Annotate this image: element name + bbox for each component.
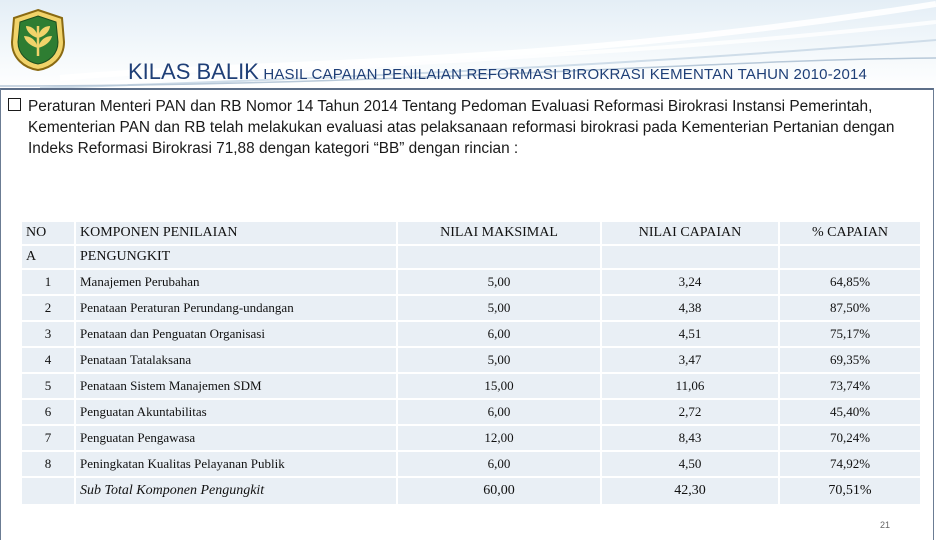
- row-no: 1: [22, 270, 74, 294]
- header-nilai-capaian: NILAI CAPAIAN: [602, 222, 778, 244]
- intro-paragraph: [8, 96, 908, 159]
- header-no: NO: [22, 222, 74, 244]
- intro-text: Peraturan Menteri PAN dan RB Nomor 14 Tahun 2014 Tentang Pedoman Evaluasi Reformasi Birokrasi Instansi Pemerintah, Kementerian PAN dan RB telah melakukan evaluasi atas pelaksanaan reformasi birokrasi pada Kementerian Pertanian dengan Indeks Reformasi Birokrasi 71,88 dengan kategori “BB” dengan rincian :: [28, 98, 895, 157]
- row-komponen: Penataan dan Penguatan Organisasi: [76, 322, 396, 346]
- row-nilai-capaian: 8,43: [602, 426, 778, 450]
- row-persen-capaian: 75,17%: [780, 322, 920, 346]
- subtotal-row: [22, 478, 920, 504]
- row-komponen: Penguatan Pengawasa: [76, 426, 396, 450]
- row-nilai-maksimal: 12,00: [398, 426, 600, 450]
- subtotal-nilai-capaian: 42,30: [602, 478, 778, 504]
- row-komponen: Penataan Sistem Manajemen SDM: [76, 374, 396, 398]
- table-row: [22, 374, 920, 398]
- row-no: 7: [22, 426, 74, 450]
- ministry-of-agriculture-emblem-icon: [8, 8, 68, 72]
- row-persen-capaian: 70,24%: [780, 426, 920, 450]
- row-persen-capaian: 73,74%: [780, 374, 920, 398]
- row-nilai-capaian: 4,51: [602, 322, 778, 346]
- row-nilai-capaian: 11,06: [602, 374, 778, 398]
- header-komponen: KOMPONEN PENILAIAN: [76, 222, 396, 244]
- row-persen-capaian: 69,35%: [780, 348, 920, 372]
- row-nilai-maksimal: 5,00: [398, 348, 600, 372]
- table-header-row: [22, 222, 920, 244]
- row-nilai-capaian: 3,47: [602, 348, 778, 372]
- row-no: 6: [22, 400, 74, 424]
- row-nilai-maksimal: 5,00: [398, 270, 600, 294]
- evaluation-table: [20, 220, 922, 506]
- row-no: 5: [22, 374, 74, 398]
- row-komponen: Penataan Tatalaksana: [76, 348, 396, 372]
- row-no: 2: [22, 296, 74, 320]
- table-row: [22, 348, 920, 372]
- section-no: A: [22, 246, 74, 268]
- section-empty-cell: [602, 246, 778, 268]
- title-main: KILAS BALIK: [128, 59, 259, 84]
- subtotal-no-empty: [22, 478, 74, 504]
- title-subtitle: HASIL CAPAIAN PENILAIAN REFORMASI BIROKRASI KEMENTAN TAHUN 2010-2014: [263, 66, 868, 83]
- page-title: [128, 59, 867, 85]
- subtotal-label: Sub Total Komponen Pengungkit: [76, 478, 396, 504]
- header-persen-capaian: % CAPAIAN: [780, 222, 920, 244]
- row-nilai-maksimal: 6,00: [398, 452, 600, 476]
- row-nilai-capaian: 4,50: [602, 452, 778, 476]
- table-row: [22, 322, 920, 346]
- header-nilai-maksimal: NILAI MAKSIMAL: [398, 222, 600, 244]
- section-label: PENGUNGKIT: [76, 246, 396, 268]
- table-row: [22, 452, 920, 476]
- section-empty-cell: [398, 246, 600, 268]
- table-row: [22, 400, 920, 424]
- table-row: [22, 296, 920, 320]
- table-row: [22, 426, 920, 450]
- row-nilai-capaian: 3,24: [602, 270, 778, 294]
- row-komponen: Manajemen Perubahan: [76, 270, 396, 294]
- page-number: 21: [879, 520, 890, 530]
- row-no: 4: [22, 348, 74, 372]
- subtotal-nilai-maksimal: 60,00: [398, 478, 600, 504]
- row-nilai-maksimal: 6,00: [398, 322, 600, 346]
- subtotal-persen-capaian: 70,51%: [780, 478, 920, 504]
- row-nilai-maksimal: 6,00: [398, 400, 600, 424]
- row-persen-capaian: 45,40%: [780, 400, 920, 424]
- row-persen-capaian: 74,92%: [780, 452, 920, 476]
- row-persen-capaian: 64,85%: [780, 270, 920, 294]
- row-nilai-maksimal: 15,00: [398, 374, 600, 398]
- row-no: 8: [22, 452, 74, 476]
- row-nilai-capaian: 4,38: [602, 296, 778, 320]
- row-no: 3: [22, 322, 74, 346]
- section-row: [22, 246, 920, 268]
- row-nilai-maksimal: 5,00: [398, 296, 600, 320]
- row-persen-capaian: 87,50%: [780, 296, 920, 320]
- section-empty-cell: [780, 246, 920, 268]
- square-bullet-icon: [8, 98, 21, 111]
- row-komponen: Penguatan Akuntabilitas: [76, 400, 396, 424]
- row-nilai-capaian: 2,72: [602, 400, 778, 424]
- row-komponen: Peningkatan Kualitas Pelayanan Publik: [76, 452, 396, 476]
- table-row: [22, 270, 920, 294]
- row-komponen: Penataan Peraturan Perundang-undangan: [76, 296, 396, 320]
- slide-header: [0, 0, 936, 90]
